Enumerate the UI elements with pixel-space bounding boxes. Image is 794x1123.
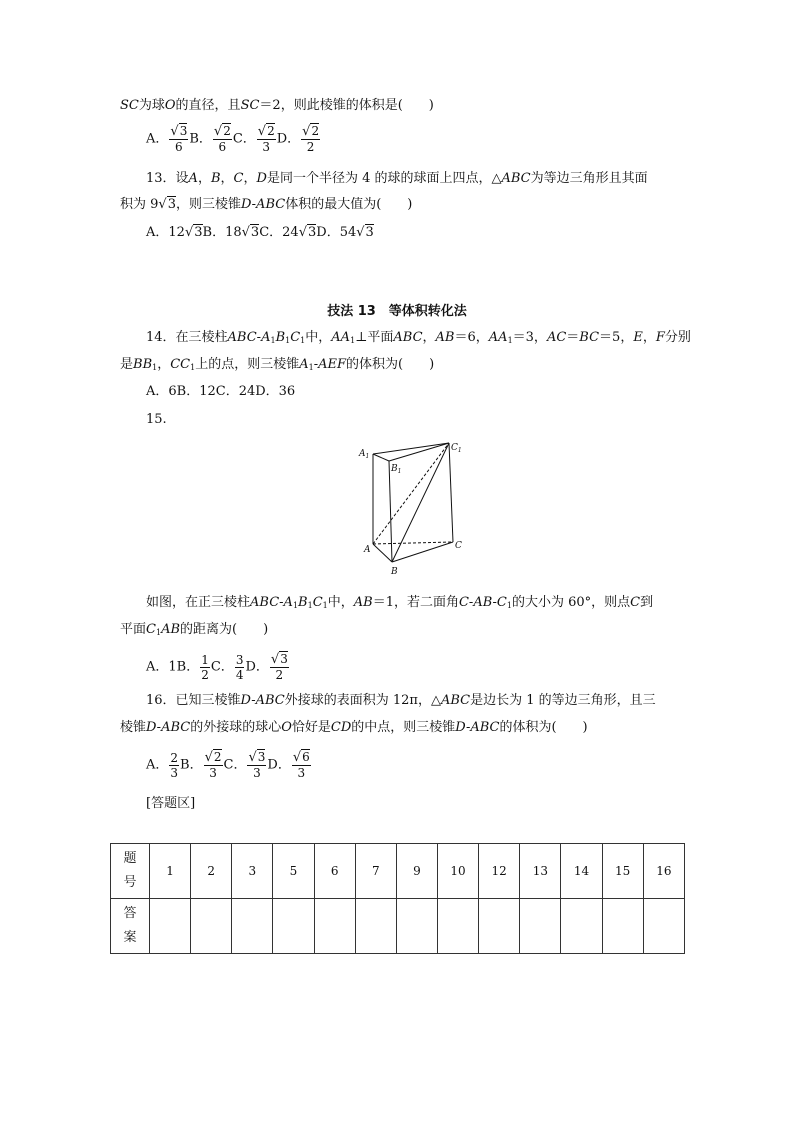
q15-line1: 如图，在正三棱柱ABC-$A_1B_1C_1$中，AB＝1，若二面角$C-AB-C_1$的大小为 60°，则点C到	[146, 595, 654, 610]
answer-cell[interactable]	[479, 899, 520, 954]
label-b1: $B_1$	[391, 464, 402, 475]
edge-c-c1	[449, 443, 453, 542]
edge-a-c-dashed	[373, 542, 453, 544]
label-b: B	[391, 567, 398, 577]
header-cell: 题 号	[111, 844, 150, 899]
number-cell: 5	[273, 844, 314, 899]
section-title: 技法 13 等体积转化法	[327, 304, 467, 319]
edge-a1-c1	[373, 443, 449, 454]
q13-line1: 13．设A，B，C，D是同一个半径为 4 的球的球面上四点，△ABC为等边三角形且其面	[146, 171, 648, 186]
q14-line1: 14．在三棱柱ABC-$A_1B_1C_1$中，$AA_1\perp$平面ABC，AB＝6，$AA_1=3$，AC＝BC＝5，E，F分别	[146, 330, 691, 345]
number-cell: 7	[355, 844, 396, 899]
table-row-numbers	[111, 844, 685, 899]
edge-b-b1	[389, 461, 392, 562]
answer-header-cell: 答 案	[111, 899, 150, 954]
edge-a-c1-dashed	[373, 443, 449, 544]
q15-number: 15.	[146, 412, 167, 427]
number-cell: 2	[191, 844, 232, 899]
answer-cell[interactable]	[643, 899, 684, 954]
q15-line2: 平面$C_1AB$的距离为( )	[120, 622, 269, 637]
edge-a1-b1	[373, 454, 389, 461]
label-a: A	[364, 545, 371, 555]
q15-options: A．1B． $\frac{1}{2}$ C． $\frac{3}{4}$ D． $\frac{√3}{2}$	[146, 652, 288, 682]
q13-line2: 积为 9√3，则三棱锥D-ABC体积的最大值为( )	[120, 197, 413, 212]
answer-cell[interactable]	[273, 899, 314, 954]
number-cell: 1	[150, 844, 191, 899]
edge-b1-c1	[389, 443, 449, 461]
number-cell: 12	[479, 844, 520, 899]
edge-b-c	[392, 542, 453, 562]
q14-line2: 是$BB_1$，$CC_1$上的点，则三棱锥$A_1$-AEF的体积为( )	[120, 357, 435, 372]
q16-line2: 棱锥D-ABC的外接球的球心O恰好是CD的中点，则三棱锥D-ABC的体积为( )	[120, 720, 588, 735]
edge-b-c1	[392, 443, 449, 562]
answer-cell[interactable]	[355, 899, 396, 954]
edge-a-b	[373, 544, 392, 562]
table-row-answers	[111, 899, 685, 954]
answer-table	[110, 843, 685, 954]
number-cell: 13	[520, 844, 561, 899]
q12-text: SC为球O的直径，且SC＝2，则此棱锥的体积是( )	[120, 98, 434, 113]
answer-cell[interactable]	[314, 899, 355, 954]
answer-cell[interactable]	[561, 899, 602, 954]
answer-cell[interactable]	[520, 899, 561, 954]
q13-options: A．12√3B．18√3C．24√3D．54√3	[146, 225, 374, 240]
number-cell: 14	[561, 844, 602, 899]
number-cell: 10	[437, 844, 478, 899]
number-cell: 9	[396, 844, 437, 899]
q14-options: A．6B．12C．24D．36	[146, 384, 296, 399]
label-c: C	[455, 541, 462, 551]
prism-figure	[355, 438, 475, 578]
answer-cell[interactable]	[602, 899, 643, 954]
answer-cell[interactable]	[150, 899, 191, 954]
number-cell: 3	[232, 844, 273, 899]
answer-cell[interactable]	[191, 899, 232, 954]
answer-cell[interactable]	[396, 899, 437, 954]
answer-cell[interactable]	[232, 899, 273, 954]
number-cell: 6	[314, 844, 355, 899]
label-a1: $A_1$	[359, 449, 370, 460]
q12-options: A． $\frac{√3}{6}$ B． $\frac{√2}{6}$ C． $\frac{√2}{3}$ D． $\frac{√2}{2}$	[146, 124, 320, 154]
answer-area-label: [答题区]	[146, 796, 196, 811]
q16-options: A． $\frac{2}{3}$ B． $\frac{√2}{3}$ C． $\frac{√3}{3}$ D． $\frac{√6}{3}$	[146, 750, 310, 780]
number-cell: 16	[643, 844, 684, 899]
q16-line1: 16．已知三棱锥D-ABC外接球的表面积为 12π，△ABC是边长为 1 的等边三角形，且三	[146, 693, 656, 708]
label-c1: $C_1$	[451, 443, 462, 454]
answer-cell[interactable]	[437, 899, 478, 954]
number-cell: 15	[602, 844, 643, 899]
